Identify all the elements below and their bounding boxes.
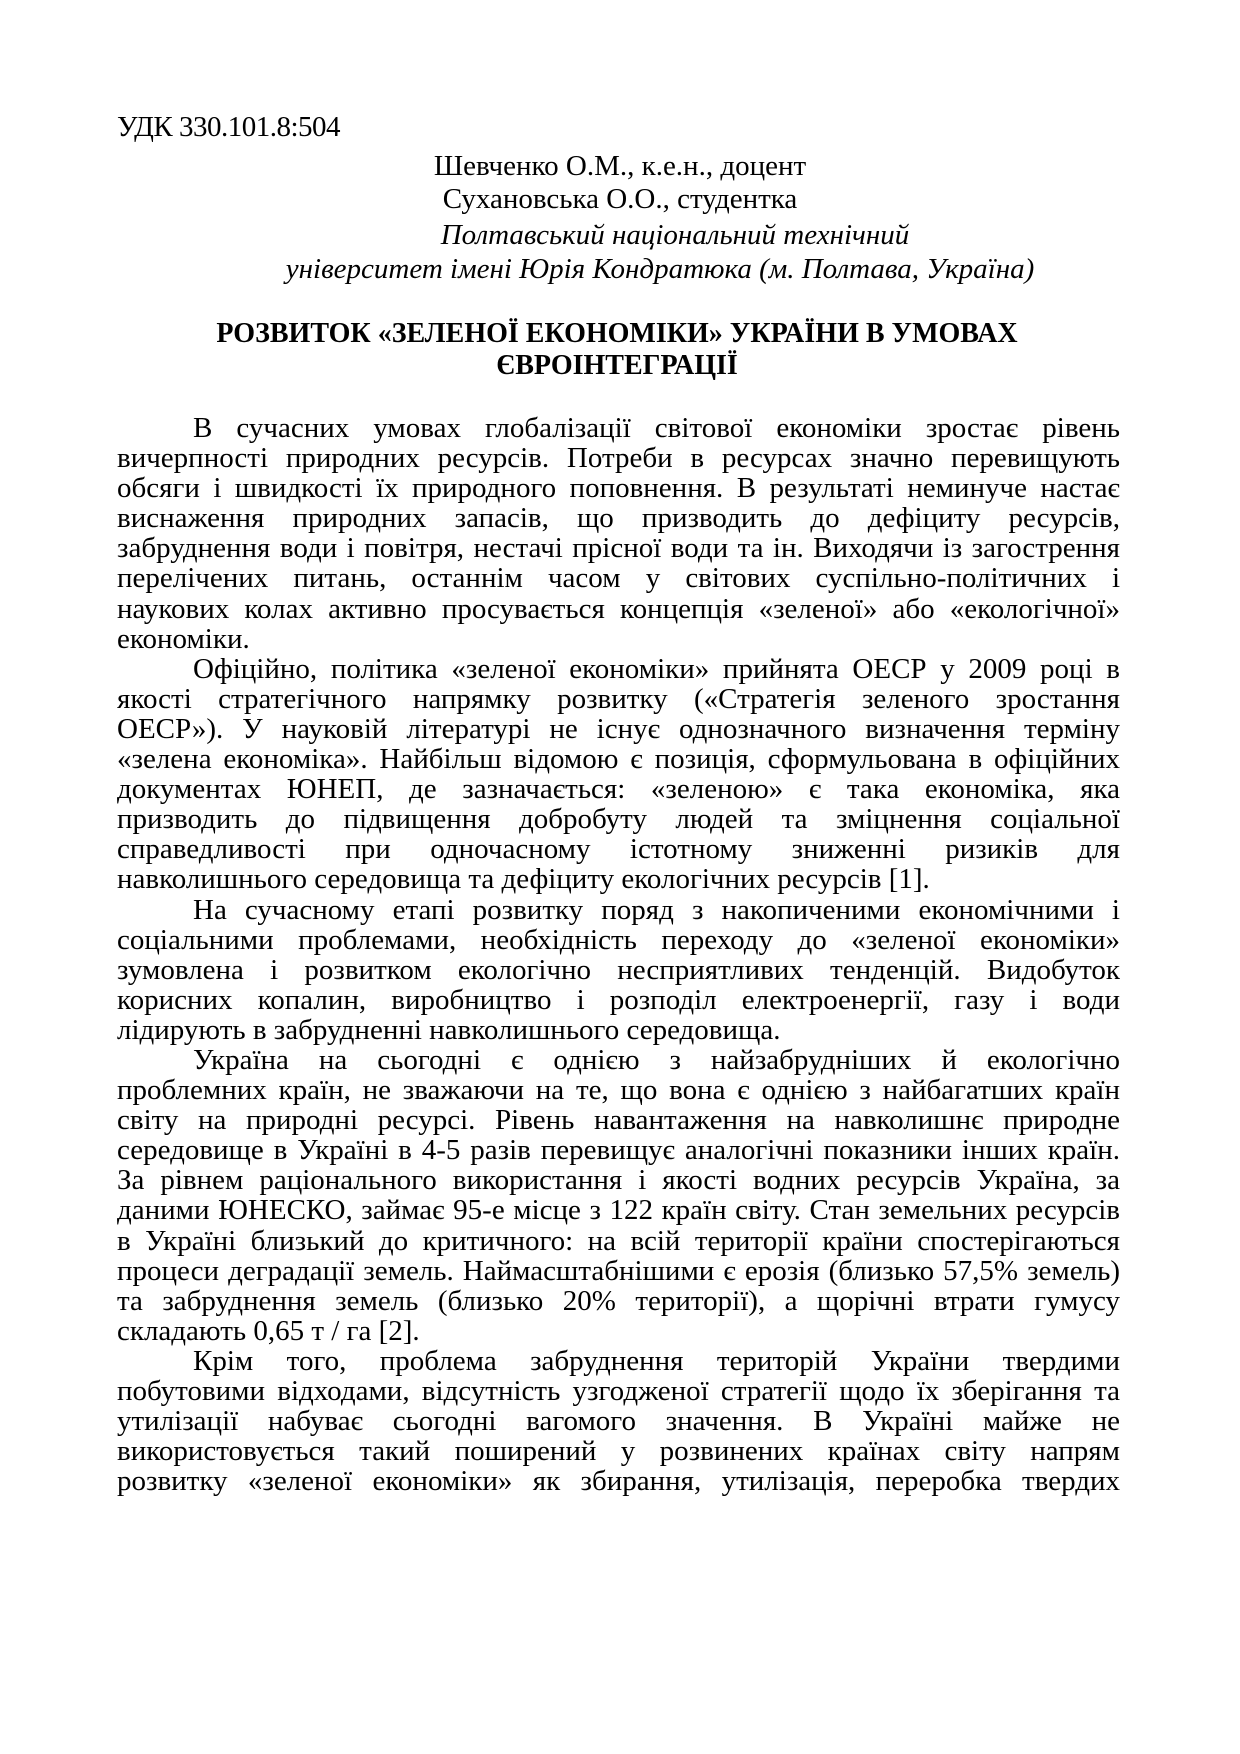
text-line: навколишнього середовища та дефіциту екологічних ресурсів [1]. <box>117 863 930 896</box>
authors-block <box>270 150 970 216</box>
text-line: середовище в Україні в 4-5 разів перевищує аналогічні показники інших країн. <box>117 1134 1120 1167</box>
text-line: В сучасних умовах глобалізації світової економіки зростає рівень <box>193 412 1120 444</box>
text-line: утилізації набуває сьогодні вагомого значення. В Україні майже не <box>117 1405 1120 1438</box>
author-2: Сухановська О.О., студентка <box>442 183 798 215</box>
text-line: розвитку «зеленої економіки» як збирання, утилізація, переробка твердих <box>117 1465 1120 1498</box>
text-line: вичерпності природних ресурсів. Потреби в ресурсах значно перевищують <box>117 442 1120 475</box>
affiliation-block <box>270 218 1050 286</box>
text-line: даними ЮНЕСКО, займає 95-е місце з 122 країн світу. Стан земельних ресурсів <box>117 1194 1120 1227</box>
text-line: забруднення води і повітря, нестачі прісної води та ін. Виходячи із загострення <box>117 532 1120 565</box>
article-body <box>117 413 1120 1496</box>
text-line: документах ЮНЕП, де зазначається: «зеленою» є така економіка, яка <box>117 773 1120 806</box>
text-line: наукових колах активно просувається концепція «зеленої» або «екологічної» <box>117 592 1120 625</box>
author-1: Шевченко О.М., к.е.н., доцент <box>433 150 807 182</box>
title-line-2: ЄВРОІНТЕГРАЦІЇ <box>496 350 738 381</box>
udk-code: УДК 330.101.8:504 <box>117 111 341 143</box>
text-line: соціальними проблемами, необхідність переходу до «зеленої економіки» <box>117 923 1120 956</box>
paragraph-4 <box>117 1045 1120 1346</box>
text-line: обсяги і швидкості їх природного поповнення. В результаті неминуче настає <box>117 472 1120 505</box>
text-line: За рівнем раціонального використання і якості водних ресурсів Україна, за <box>117 1164 1120 1197</box>
title-line-1: РОЗВИТОК «ЗЕЛЕНОЇ ЕКОНОМІКИ» УКРАЇНИ В УМОВАХ <box>216 318 1018 349</box>
text-line: перелічених питань, останнім часом у світових суспільно-політичних і <box>117 562 1120 595</box>
text-line: призводить до підвищення добробуту людей та зміцнення соціальної <box>117 803 1120 836</box>
text-line: корисних копалин, виробництво і розподіл електроенергії, газу і води <box>117 983 1120 1016</box>
text-line: справедливості при одночасному істотному зниженні ризиків для <box>117 833 1120 866</box>
text-line: На сучасному етапі розвитку поряд з накопиченими економічними і <box>193 893 1120 926</box>
text-line: Офіційно, політика «зеленої економіки» прийнята ОЕСР у 2009 році в <box>193 652 1120 685</box>
affiliation-line-2: університет імені Юрія Кондратюка (м. Полтава, Україна) <box>285 253 1035 285</box>
text-line: Крім того, проблема забруднення територій України твердими <box>193 1344 1120 1377</box>
text-line: лідирують в забрудненні навколишнього середовища. <box>117 1013 781 1046</box>
affiliation-line-1: Полтавський національний технічний <box>440 219 910 251</box>
text-line: «зелена економіка». Найбільш відомою є позиція, сформульована в офіційних <box>117 743 1120 776</box>
paragraph-1 <box>117 413 1120 654</box>
text-line: Україна на сьогодні є однією з найзабрудніших й екологічно <box>193 1043 1120 1076</box>
text-line: якості стратегічного напрямку розвитку («Стратегія зеленого зростання <box>117 682 1120 715</box>
text-line: світу на природні ресурсі. Рівень навантаження на навколишнє природне <box>117 1104 1120 1137</box>
text-line: побутовими відходами, відсутність узгодженої стратегії щодо їх зберігання та <box>117 1375 1120 1407</box>
text-line: зумовлена і розвитком екологічно несприятливих тенденцій. Видобуток <box>117 953 1120 986</box>
text-line: ОЕСР»). У науковій літературі не існує однозначного визначення терміну <box>117 712 1120 745</box>
article-title <box>117 318 1117 382</box>
text-line: в Україні близький до критичного: на всій території країни спостерігаються <box>117 1224 1120 1257</box>
text-line: виснаження природних запасів, що призводить до дефіциту ресурсів, <box>117 502 1120 535</box>
paragraph-2 <box>117 654 1120 895</box>
text-line: використовується такий поширений у розвинених країнах світу напрям <box>117 1435 1120 1468</box>
text-line: процеси деградації земель. Наймасштабнішими є ерозія (близько 57,5% земель) <box>117 1254 1120 1287</box>
text-line: проблемних країн, не зважаючи на те, що вона є однією з найбагатших країн <box>117 1074 1120 1107</box>
text-line: та забруднення земель (близько 20% території), а щорічні втрати гумусу <box>117 1284 1120 1317</box>
text-line: складають 0,65 т / га [2]. <box>117 1314 420 1347</box>
text-line: економіки. <box>117 622 250 655</box>
paragraph-5 <box>117 1346 1120 1496</box>
paragraph-3 <box>117 895 1120 1045</box>
